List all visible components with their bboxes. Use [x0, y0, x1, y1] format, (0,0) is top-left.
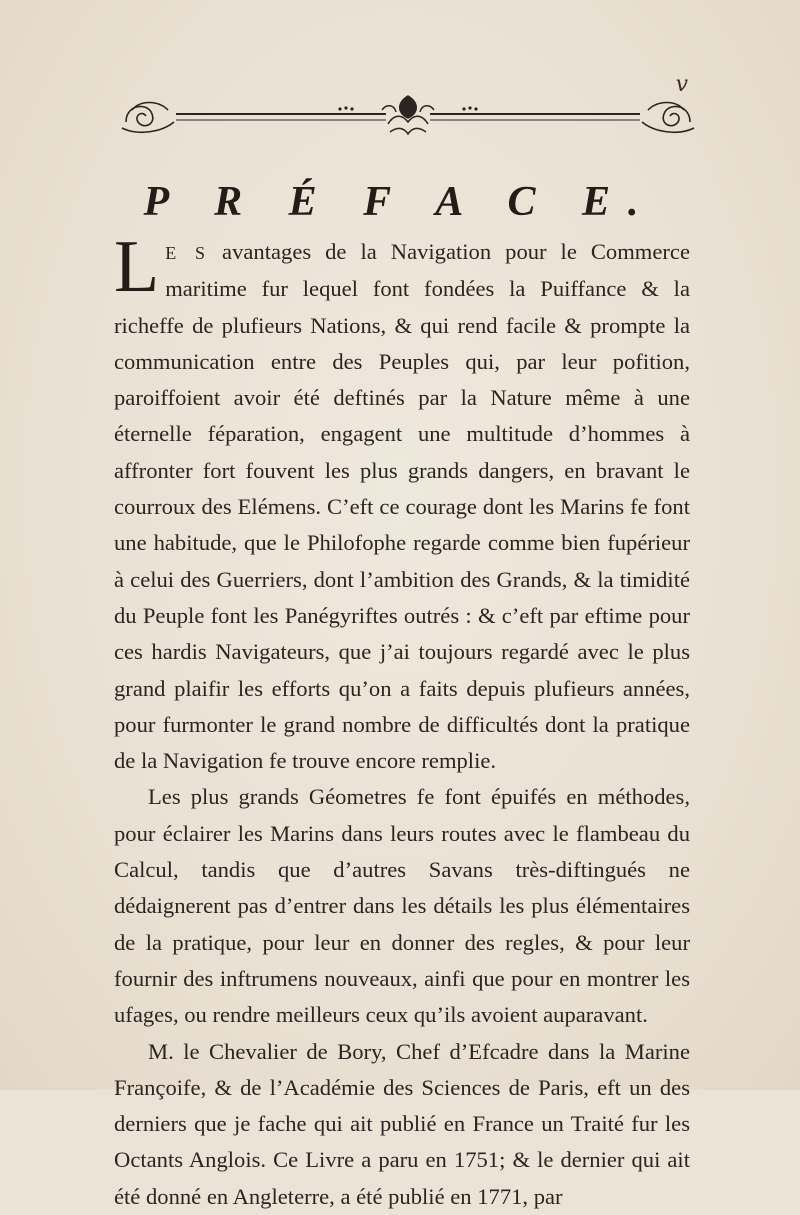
paragraph-1-text: avantages de la Navigation pour le Commerce maritime fur lequel font fondées la Puiffance & la richeffe de plufieurs Nations, & qui rend facile & prompte la communication entre des Peuples qui, par leur pofition, paroiffoient avoir été deftinés par la Nature même à une éternelle féparation, engagent une multitude d’hommes à affronter fort fouvent les plus grands dangers, en bravant le courroux des Elémens. C’eft ce courage dont les Marins fe font une habitude, que le Philofophe regarde comme bien fupérieur à celui des Guerriers, dont l’ambition des Grands, & la timidité du Peuple font les Panégyriftes outrés : & c’eft par eftime pour ces hardis Navigateurs, que j’ai toujours regardé avec le plus grand plaifir les efforts qu’on a faits depuis plufieurs années, pour furmonter le grand nombre de difficultés dont la pratique de la Navigation fe trouve encore remplie.: [114, 239, 690, 774]
headpiece-ornament-icon: [118, 92, 698, 142]
page-title: P R É F A C E.: [143, 179, 657, 225]
paragraph-2: Les plus grands Géometres fe font épuifés en méthodes, pour éclairer les Marins dans leurs routes avec le flambeau du Calcul, tandis que d’autres Savans très-diftingués ne dédaignerent pas d’entrer dans les détails les plus élémentaires de la pratique, pour leur en donner des regles, & pour leur fournir des inftrumens nouveaux, ainfi que pour en montrer les ufages, ou rendre meilleurs ceux qu’ils avoient auparavant.: [114, 784, 690, 1028]
first-word-rest: E S: [165, 243, 209, 263]
paragraph-1: [114, 226, 690, 779]
drop-cap: L: [114, 226, 160, 308]
page-number: v: [675, 72, 688, 97]
paragraph-3: M. le Chevalier de Bory, Chef d’Efcadre dans la Marine Françoife, & de l’Académie des Sciences de Paris, eft un des derniers que je fache qui ait publié en France un Traité fur les Octants Anglois. Ce Livre a paru en 1751; & le dernier qui ait été donné en Angleterre, a été publié en 1771, par: [114, 1038, 690, 1209]
preface-text: [114, 226, 690, 1215]
